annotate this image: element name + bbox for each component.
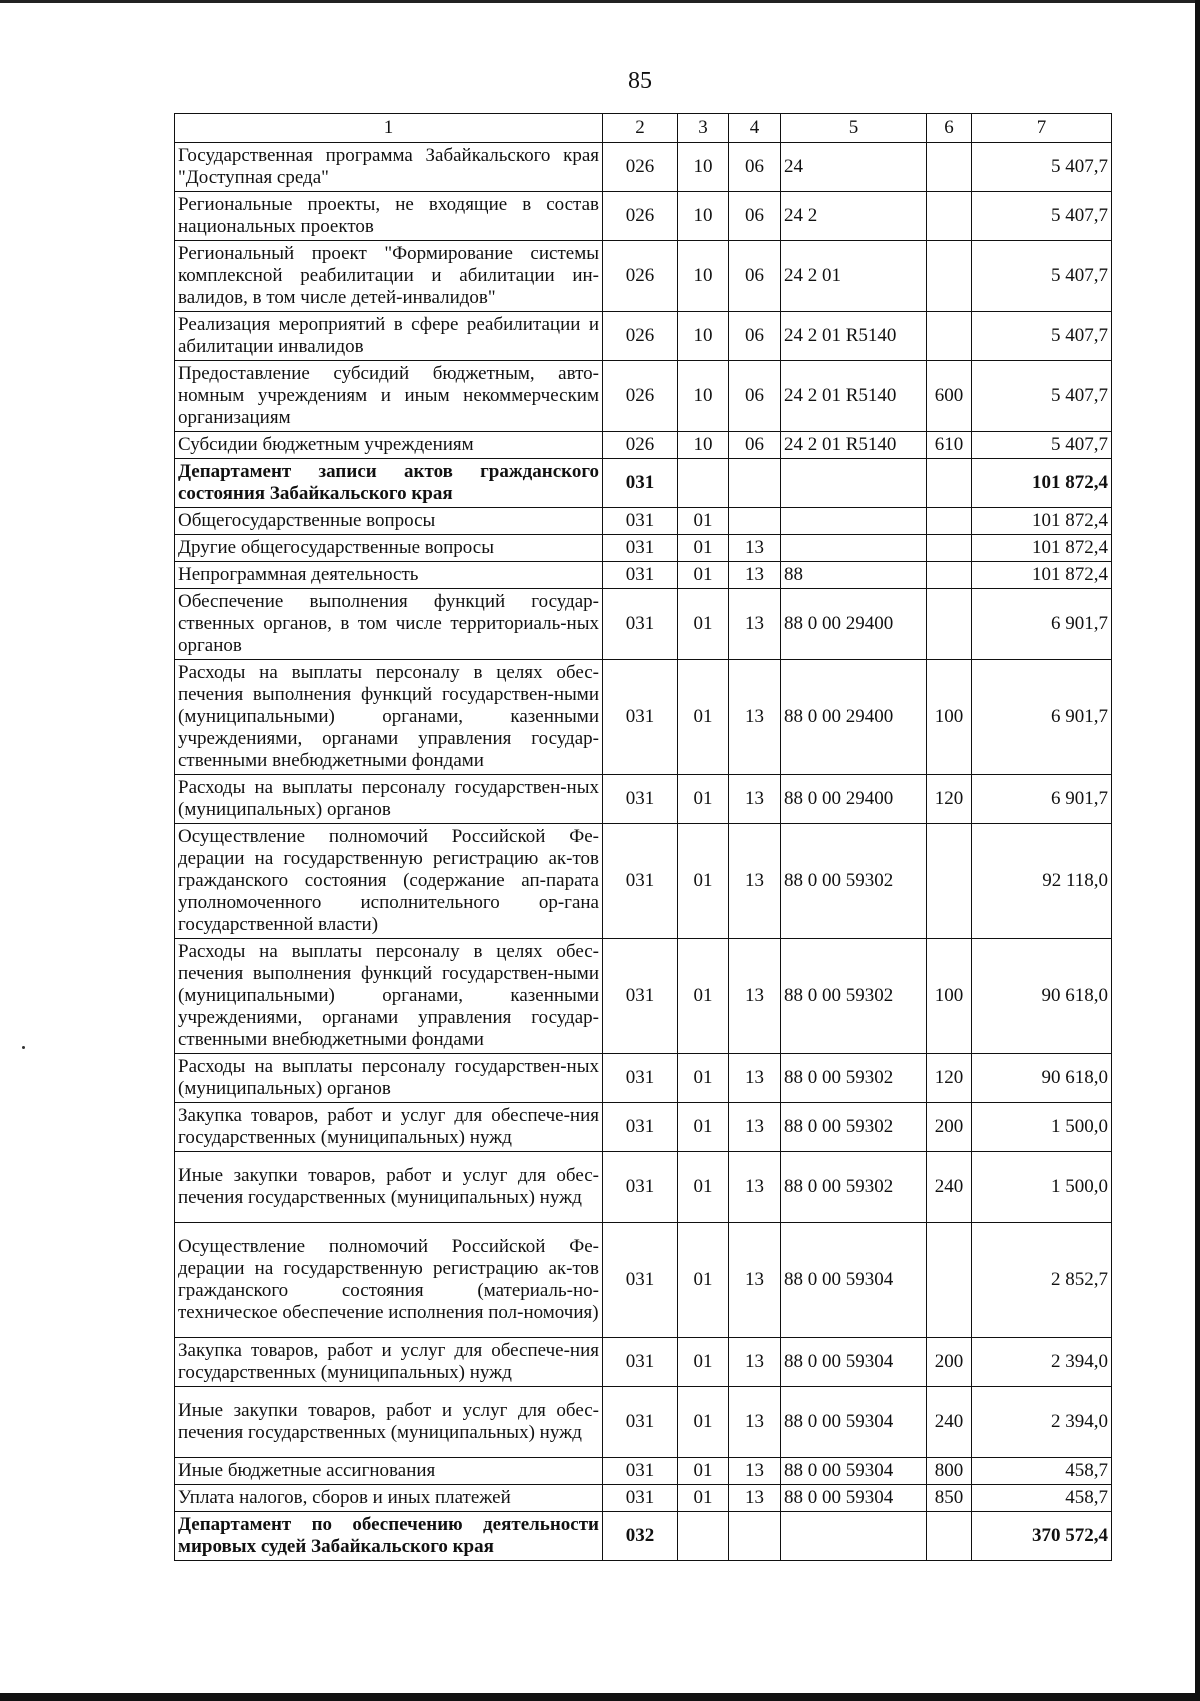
row-expense-type-cell	[927, 192, 972, 241]
table-row	[175, 939, 1112, 1054]
table-row	[175, 1458, 1112, 1485]
row-admin-code-cell: 031	[603, 1054, 678, 1103]
column-header-7: 7	[972, 114, 1112, 143]
row-subsection-cell: 13	[729, 824, 781, 939]
row-section-cell: 10	[678, 192, 729, 241]
row-name-cell: Обеспечение выполнения функций государ-ственных органов, в том числе территориаль-ных органов	[175, 589, 603, 660]
table-row	[175, 192, 1112, 241]
row-amount-cell: 5 407,7	[972, 361, 1112, 432]
row-subsection-cell: 13	[729, 589, 781, 660]
row-admin-code-cell: 026	[603, 432, 678, 459]
row-admin-code-cell: 031	[603, 824, 678, 939]
row-name-cell: Расходы на выплаты персоналу государствен-ных (муниципальных) органов	[175, 1054, 603, 1103]
row-target-article-cell: 88 0 00 59304	[781, 1485, 927, 1512]
row-subsection-cell: 13	[729, 1152, 781, 1223]
column-header-5: 5	[781, 114, 927, 143]
row-section-cell: 10	[678, 312, 729, 361]
row-expense-type-cell	[927, 459, 972, 508]
row-admin-code-cell: 026	[603, 241, 678, 312]
table-row	[175, 312, 1112, 361]
row-target-article-cell: 88 0 00 59304	[781, 1458, 927, 1485]
table-row	[175, 1103, 1112, 1152]
row-admin-code-cell: 031	[603, 1387, 678, 1458]
row-target-article-cell: 88 0 00 59304	[781, 1387, 927, 1458]
row-subsection-cell: 13	[729, 939, 781, 1054]
row-name-cell: Закупка товаров, работ и услуг для обеспече-ния государственных (муниципальных) нужд	[175, 1338, 603, 1387]
table-row	[175, 1485, 1112, 1512]
row-section-cell: 01	[678, 1485, 729, 1512]
row-admin-code-cell: 031	[603, 775, 678, 824]
row-amount-cell: 1 500,0	[972, 1103, 1112, 1152]
row-subsection-cell: 13	[729, 1054, 781, 1103]
scan-top-edge	[0, 0, 1200, 3]
table-row	[175, 459, 1112, 508]
row-amount-cell: 5 407,7	[972, 312, 1112, 361]
row-expense-type-cell: 100	[927, 660, 972, 775]
row-admin-code-cell: 026	[603, 312, 678, 361]
row-target-article-cell: 24 2 01	[781, 241, 927, 312]
table-row	[175, 1387, 1112, 1458]
table-row	[175, 1223, 1112, 1338]
table-row	[175, 1338, 1112, 1387]
row-admin-code-cell: 031	[603, 535, 678, 562]
table-row	[175, 1152, 1112, 1223]
row-section-cell: 01	[678, 535, 729, 562]
row-section-cell: 01	[678, 1223, 729, 1338]
row-expense-type-cell	[927, 1223, 972, 1338]
row-name-cell: Расходы на выплаты персоналу государствен-ных (муниципальных) органов	[175, 775, 603, 824]
row-section-cell	[678, 1512, 729, 1561]
row-amount-cell: 5 407,7	[972, 241, 1112, 312]
row-admin-code-cell: 031	[603, 1223, 678, 1338]
row-name-cell: Иные закупки товаров, работ и услуг для обес-печения государственных (муниципальных) нужд	[175, 1387, 603, 1458]
row-target-article-cell: 88 0 00 59302	[781, 1152, 927, 1223]
row-expense-type-cell: 100	[927, 939, 972, 1054]
table-body	[175, 143, 1112, 1561]
row-amount-cell: 2 852,7	[972, 1223, 1112, 1338]
row-admin-code-cell: 031	[603, 660, 678, 775]
row-subsection-cell: 13	[729, 660, 781, 775]
row-expense-type-cell: 600	[927, 361, 972, 432]
row-target-article-cell: 88 0 00 59302	[781, 1054, 927, 1103]
row-subsection-cell: 13	[729, 1338, 781, 1387]
row-target-article-cell: 24 2 01 R5140	[781, 312, 927, 361]
row-amount-cell: 5 407,7	[972, 192, 1112, 241]
row-subsection-cell: 13	[729, 1223, 781, 1338]
column-header-3: 3	[678, 114, 729, 143]
row-amount-cell: 5 407,7	[972, 143, 1112, 192]
row-expense-type-cell	[927, 535, 972, 562]
row-amount-cell: 370 572,4	[972, 1512, 1112, 1561]
row-section-cell: 01	[678, 508, 729, 535]
row-subsection-cell: 06	[729, 432, 781, 459]
row-section-cell: 01	[678, 824, 729, 939]
table-row	[175, 361, 1112, 432]
row-section-cell: 10	[678, 143, 729, 192]
row-admin-code-cell: 026	[603, 361, 678, 432]
row-subsection-cell: 13	[729, 535, 781, 562]
scan-bottom-edge	[0, 1693, 1200, 1701]
row-subsection-cell	[729, 1512, 781, 1561]
table-row	[175, 535, 1112, 562]
row-name-cell: Расходы на выплаты персоналу в целях обес-печения выполнения функций государствен-ными (муниципальными) органами, казенными учреждениями, органами управления государ-ственными внебюджетными фондами	[175, 660, 603, 775]
column-header-6: 6	[927, 114, 972, 143]
row-admin-code-cell: 031	[603, 459, 678, 508]
row-section-cell: 01	[678, 1054, 729, 1103]
row-expense-type-cell	[927, 824, 972, 939]
row-expense-type-cell: 200	[927, 1338, 972, 1387]
row-subsection-cell: 06	[729, 361, 781, 432]
table-header-row	[175, 114, 1112, 143]
row-section-cell: 10	[678, 361, 729, 432]
row-amount-cell: 5 407,7	[972, 432, 1112, 459]
row-name-cell: Осуществление полномочий Российской Фе-дерации на государственную регистрацию ак-тов гражданского состояния (содержание ап-парата уполномоченного исполнительного ор-гана государственной власти)	[175, 824, 603, 939]
row-target-article-cell	[781, 535, 927, 562]
row-amount-cell: 1 500,0	[972, 1152, 1112, 1223]
row-amount-cell: 101 872,4	[972, 459, 1112, 508]
budget-table	[174, 113, 1112, 1561]
row-target-article-cell	[781, 508, 927, 535]
row-target-article-cell: 88 0 00 59302	[781, 824, 927, 939]
table-row	[175, 143, 1112, 192]
row-target-article-cell	[781, 459, 927, 508]
row-name-cell: Предоставление субсидий бюджетным, авто-номным учреждениям и иным некоммерческим организациям	[175, 361, 603, 432]
row-target-article-cell: 88 0 00 59304	[781, 1338, 927, 1387]
row-expense-type-cell: 240	[927, 1387, 972, 1458]
row-admin-code-cell: 026	[603, 192, 678, 241]
row-name-cell: Реализация мероприятий в сфере реабилитации и абилитации инвалидов	[175, 312, 603, 361]
table-row	[175, 562, 1112, 589]
row-amount-cell: 101 872,4	[972, 508, 1112, 535]
row-section-cell: 01	[678, 589, 729, 660]
row-section-cell: 01	[678, 1103, 729, 1152]
row-section-cell: 01	[678, 562, 729, 589]
row-section-cell: 10	[678, 241, 729, 312]
row-section-cell: 01	[678, 1338, 729, 1387]
row-target-article-cell: 88 0 00 59302	[781, 939, 927, 1054]
row-name-cell: Уплата налогов, сборов и иных платежей	[175, 1485, 603, 1512]
table-row	[175, 660, 1112, 775]
table-row	[175, 241, 1112, 312]
row-admin-code-cell: 031	[603, 1485, 678, 1512]
row-name-cell: Другие общегосударственные вопросы	[175, 535, 603, 562]
row-name-cell: Департамент по обеспечению деятельности мировых судей Забайкальского края	[175, 1512, 603, 1561]
row-admin-code-cell: 031	[603, 939, 678, 1054]
row-name-cell: Региональные проекты, не входящие в состав национальных проектов	[175, 192, 603, 241]
scan-right-edge	[1195, 0, 1200, 1701]
row-expense-type-cell: 800	[927, 1458, 972, 1485]
row-subsection-cell: 13	[729, 1458, 781, 1485]
row-expense-type-cell	[927, 1512, 972, 1561]
row-subsection-cell: 13	[729, 562, 781, 589]
row-admin-code-cell: 032	[603, 1512, 678, 1561]
row-subsection-cell: 13	[729, 1103, 781, 1152]
table-row	[175, 775, 1112, 824]
row-name-cell: Общегосударственные вопросы	[175, 508, 603, 535]
row-section-cell: 01	[678, 660, 729, 775]
row-subsection-cell: 06	[729, 241, 781, 312]
row-target-article-cell: 24 2 01 R5140	[781, 361, 927, 432]
row-target-article-cell: 24	[781, 143, 927, 192]
page-number: 85	[628, 68, 652, 94]
row-target-article-cell: 24 2	[781, 192, 927, 241]
row-section-cell: 01	[678, 775, 729, 824]
row-admin-code-cell: 031	[603, 562, 678, 589]
row-section-cell: 01	[678, 1387, 729, 1458]
row-admin-code-cell: 031	[603, 1338, 678, 1387]
row-expense-type-cell: 200	[927, 1103, 972, 1152]
row-amount-cell: 458,7	[972, 1485, 1112, 1512]
row-target-article-cell	[781, 1512, 927, 1561]
row-subsection-cell	[729, 508, 781, 535]
row-amount-cell: 6 901,7	[972, 775, 1112, 824]
row-name-cell: Департамент записи актов гражданского состояния Забайкальского края	[175, 459, 603, 508]
row-admin-code-cell: 031	[603, 1103, 678, 1152]
table-row	[175, 1054, 1112, 1103]
row-subsection-cell: 06	[729, 143, 781, 192]
row-target-article-cell: 24 2 01 R5140	[781, 432, 927, 459]
scan-speck	[22, 1046, 25, 1049]
table-row	[175, 508, 1112, 535]
row-target-article-cell: 88 0 00 59302	[781, 1103, 927, 1152]
row-section-cell: 01	[678, 1152, 729, 1223]
row-section-cell: 10	[678, 432, 729, 459]
row-admin-code-cell: 031	[603, 589, 678, 660]
row-amount-cell: 6 901,7	[972, 660, 1112, 775]
row-subsection-cell: 13	[729, 775, 781, 824]
row-section-cell: 01	[678, 1458, 729, 1485]
row-expense-type-cell	[927, 312, 972, 361]
row-expense-type-cell	[927, 562, 972, 589]
row-amount-cell: 101 872,4	[972, 535, 1112, 562]
row-admin-code-cell: 031	[603, 1458, 678, 1485]
row-admin-code-cell: 031	[603, 508, 678, 535]
row-section-cell: 01	[678, 939, 729, 1054]
row-expense-type-cell	[927, 589, 972, 660]
row-name-cell: Непрограммная деятельность	[175, 562, 603, 589]
row-expense-type-cell	[927, 241, 972, 312]
row-admin-code-cell: 031	[603, 1152, 678, 1223]
row-target-article-cell: 88 0 00 29400	[781, 775, 927, 824]
column-header-4: 4	[729, 114, 781, 143]
row-amount-cell: 90 618,0	[972, 1054, 1112, 1103]
column-header-2: 2	[603, 114, 678, 143]
row-name-cell: Региональный проект "Формирование системы комплексной реабилитации и абилитации ин-валидов, в том числе детей-инвалидов"	[175, 241, 603, 312]
row-target-article-cell: 88 0 00 29400	[781, 660, 927, 775]
row-expense-type-cell: 120	[927, 775, 972, 824]
row-amount-cell: 2 394,0	[972, 1338, 1112, 1387]
row-name-cell: Государственная программа Забайкальского края "Доступная среда"	[175, 143, 603, 192]
row-amount-cell: 90 618,0	[972, 939, 1112, 1054]
table-row	[175, 589, 1112, 660]
row-target-article-cell: 88 0 00 59304	[781, 1223, 927, 1338]
row-admin-code-cell: 026	[603, 143, 678, 192]
row-section-cell	[678, 459, 729, 508]
row-expense-type-cell: 610	[927, 432, 972, 459]
row-expense-type-cell	[927, 143, 972, 192]
row-subsection-cell: 06	[729, 192, 781, 241]
row-target-article-cell: 88 0 00 29400	[781, 589, 927, 660]
table-row	[175, 824, 1112, 939]
row-subsection-cell	[729, 459, 781, 508]
row-target-article-cell: 88	[781, 562, 927, 589]
column-header-1: 1	[175, 114, 603, 143]
row-name-cell: Субсидии бюджетным учреждениям	[175, 432, 603, 459]
row-name-cell: Закупка товаров, работ и услуг для обеспече-ния государственных (муниципальных) нужд	[175, 1103, 603, 1152]
row-expense-type-cell: 120	[927, 1054, 972, 1103]
row-subsection-cell: 13	[729, 1387, 781, 1458]
table-row	[175, 432, 1112, 459]
table-row	[175, 1512, 1112, 1561]
row-name-cell: Осуществление полномочий Российской Фе-дерации на государственную регистрацию ак-тов гражданского состояния (материаль-но-техническое обеспечение исполнения пол-номочия)	[175, 1223, 603, 1338]
row-amount-cell: 458,7	[972, 1458, 1112, 1485]
row-amount-cell: 2 394,0	[972, 1387, 1112, 1458]
row-name-cell: Расходы на выплаты персоналу в целях обес-печения выполнения функций государствен-ными (муниципальными) органами, казенными учреждениями, органами управления государ-ственными внебюджетными фондами	[175, 939, 603, 1054]
row-amount-cell: 6 901,7	[972, 589, 1112, 660]
row-expense-type-cell	[927, 508, 972, 535]
row-subsection-cell: 13	[729, 1485, 781, 1512]
row-amount-cell: 92 118,0	[972, 824, 1112, 939]
row-expense-type-cell: 240	[927, 1152, 972, 1223]
row-name-cell: Иные бюджетные ассигнования	[175, 1458, 603, 1485]
row-name-cell: Иные закупки товаров, работ и услуг для обес-печения государственных (муниципальных) нужд	[175, 1152, 603, 1223]
row-amount-cell: 101 872,4	[972, 562, 1112, 589]
row-subsection-cell: 06	[729, 312, 781, 361]
row-expense-type-cell: 850	[927, 1485, 972, 1512]
